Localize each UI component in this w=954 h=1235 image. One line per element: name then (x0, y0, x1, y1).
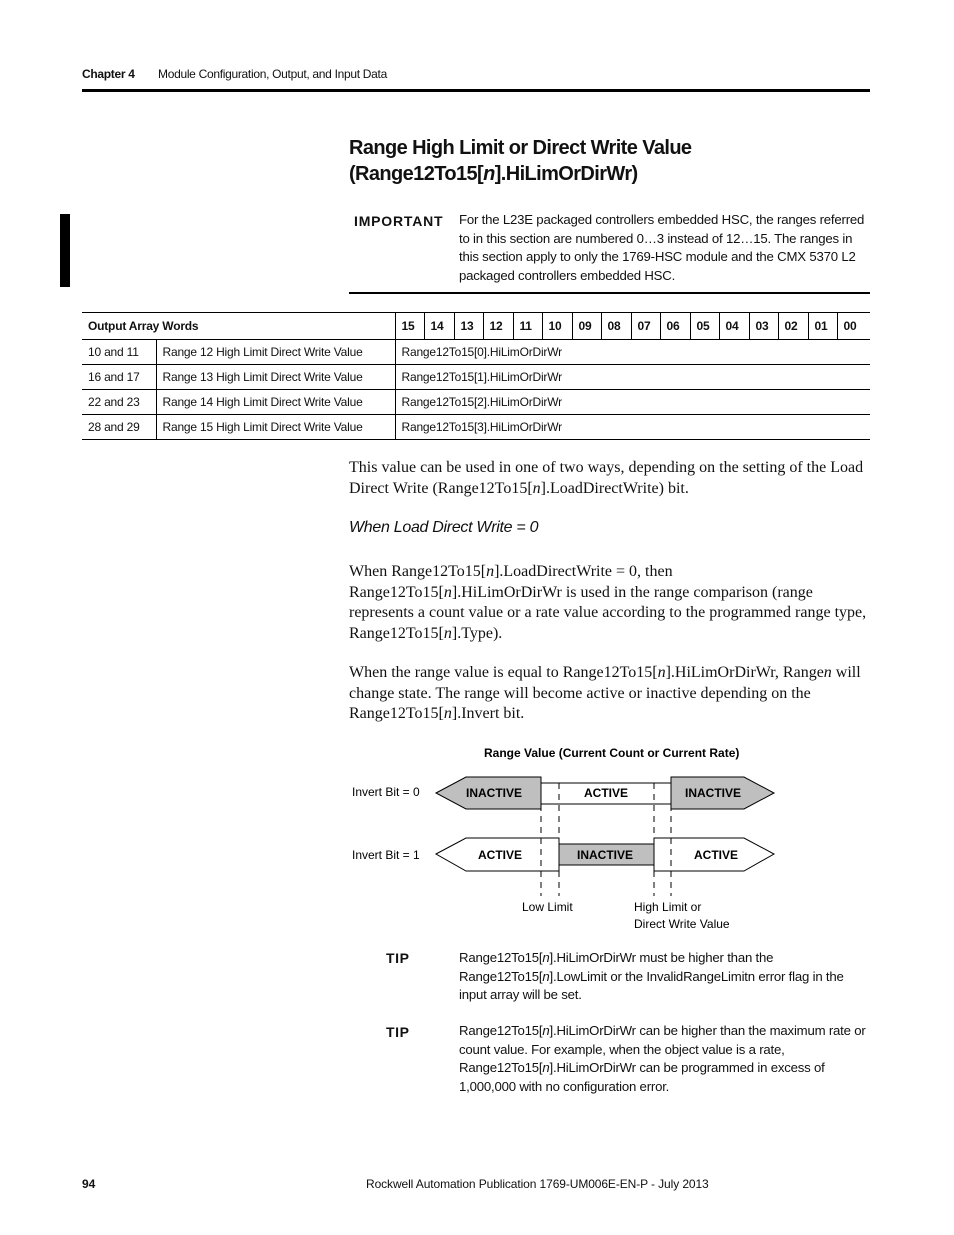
bit-header: 11 (513, 313, 542, 340)
output-array-table (82, 312, 870, 440)
bit-header: 00 (837, 313, 870, 340)
bit-header: 04 (719, 313, 749, 340)
row1-segment-left: INACTIVE (465, 786, 523, 800)
bit-header: 12 (483, 313, 513, 340)
cell-tag: Range12To15[2].HiLimOrDirWr (395, 390, 870, 415)
header-rule (82, 89, 870, 92)
publication-info: Rockwell Automation Publication 1769-UM006E-EN-P - July 2013 (366, 1177, 709, 1191)
row2-segment-left: ACTIVE (477, 848, 523, 862)
page-number: 94 (82, 1177, 96, 1191)
diagram-title: Range Value (Current Count or Current Rate) (484, 746, 740, 760)
table-header-words: Output Array Words (82, 313, 395, 340)
bit-header: 03 (749, 313, 778, 340)
low-limit-label: Low Limit (522, 900, 573, 914)
cell-words: 22 and 23 (82, 390, 156, 415)
cell-words: 10 and 11 (82, 340, 156, 365)
important-text: For the L23E packaged controllers embedded HSC, the ranges referred to in this section are numbered 0…3 instead of 12…15. The ranges in this section apply to only the 1769-HSC module and the CMX 5370 L2 packaged controllers embedded HSC. (459, 212, 865, 284)
table-row (82, 340, 870, 365)
cell-description: Range 14 High Limit Direct Write Value (156, 390, 395, 415)
table-header-row (82, 313, 870, 340)
title-line-1: Range High Limit or Direct Write Value (349, 137, 692, 159)
tip-label: TIP (386, 1024, 410, 1040)
change-bar (60, 214, 70, 287)
row1-segment-right: INACTIVE (684, 786, 742, 800)
cell-tag: Range12To15[0].HiLimOrDirWr (395, 340, 870, 365)
title-line-2: (Range12To15[n].HiLimOrDirWr) (349, 163, 638, 185)
row1-label: Invert Bit = 0 (352, 785, 420, 799)
row2-label: Invert Bit = 1 (352, 848, 420, 862)
cell-words: 28 and 29 (82, 415, 156, 440)
cell-words: 16 and 17 (82, 365, 156, 390)
bit-header: 07 (631, 313, 660, 340)
row2-segment-middle: INACTIVE (576, 848, 634, 862)
bit-header: 10 (542, 313, 572, 340)
bit-header: 06 (660, 313, 690, 340)
bit-header: 14 (424, 313, 454, 340)
tip-text: Range12To15[n].HiLimOrDirWr must be higher than the Range12To15[n].LowLimit or the InvalidRangeLimitn error flag in the input array will be set. (459, 950, 844, 1003)
bit-header: 08 (601, 313, 631, 340)
range-diagram (340, 740, 800, 940)
row2-segment-right: ACTIVE (693, 848, 739, 862)
section-title: Module Configuration, Output, and Input Data (158, 67, 387, 81)
cell-tag: Range12To15[1].HiLimOrDirWr (395, 365, 870, 390)
important-rule (349, 292, 870, 294)
tip-text: Range12To15[n].HiLimOrDirWr can be higher than the maximum rate or count value. For example, when the object value is a rate, Range12To15[n].HiLimOrDirWr can be programmed in excess of 1,000,000 with no configuration error. (459, 1023, 866, 1095)
page-title (349, 135, 809, 187)
paragraph-load-direct-write: When Range12To15[n].LoadDirectWrite = 0, then Range12To15[n].HiLimOrDirWr is used in the range comparison (range represents a count value or a rate value according to the programmed range type, Range12To15[n].Type). (349, 563, 867, 642)
high-limit-label-line2: Direct Write Value (634, 917, 730, 931)
table-row (82, 415, 870, 440)
paragraph-usage: This value can be used in one of two ways, depending on the setting of the Load Direct Write (Range12To15[n].LoadDirectWrite) bit. (349, 459, 864, 497)
paragraph-state-change: When the range value is equal to Range12To15[n].HiLimOrDirWr, Rangen will change state. The range will become active or inactive depending on the Range12To15[n].Invert bit. (349, 664, 861, 722)
bit-header: 13 (454, 313, 483, 340)
table-row (82, 365, 870, 390)
bit-header: 09 (572, 313, 601, 340)
bit-header: 01 (808, 313, 837, 340)
cell-description: Range 13 High Limit Direct Write Value (156, 365, 395, 390)
bit-header: 02 (778, 313, 808, 340)
chapter-label: Chapter 4 (82, 67, 135, 81)
important-label: IMPORTANT (354, 213, 444, 229)
high-limit-label-line1: High Limit or (634, 900, 702, 914)
tip-label: TIP (386, 950, 410, 966)
cell-description: Range 12 High Limit Direct Write Value (156, 340, 395, 365)
sub-heading: When Load Direct Write = 0 (349, 519, 539, 536)
cell-tag: Range12To15[3].HiLimOrDirWr (395, 415, 870, 440)
cell-description: Range 15 High Limit Direct Write Value (156, 415, 395, 440)
table-row (82, 390, 870, 415)
bit-header: 15 (395, 313, 424, 340)
bit-header: 05 (690, 313, 719, 340)
row1-segment-middle: ACTIVE (583, 786, 629, 800)
